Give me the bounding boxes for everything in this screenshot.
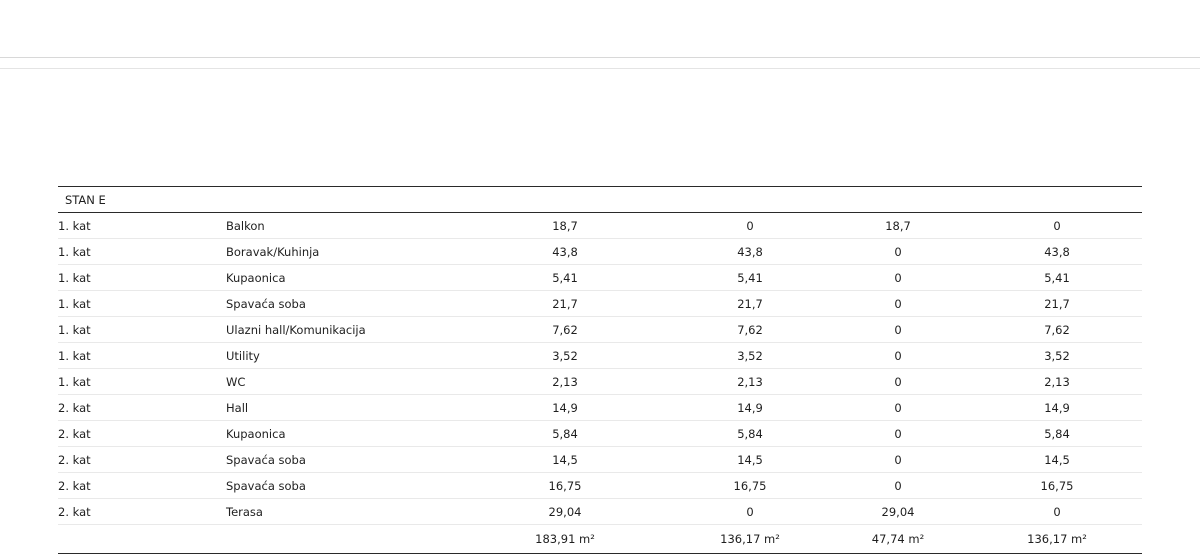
cell-floor: 2. kat bbox=[58, 499, 226, 525]
cell-total-area: 29,04 bbox=[454, 499, 676, 525]
cell-closed-area: 14,9 bbox=[676, 395, 824, 421]
totals-label-spacer-2 bbox=[226, 525, 454, 554]
cell-net-area: 14,5 bbox=[972, 447, 1142, 473]
cell-open-area: 0 bbox=[824, 369, 972, 395]
cell-open-area: 0 bbox=[824, 291, 972, 317]
cell-closed-area: 43,8 bbox=[676, 239, 824, 265]
cell-net-area: 5,41 bbox=[972, 265, 1142, 291]
cell-open-area: 0 bbox=[824, 447, 972, 473]
cell-open-area: 0 bbox=[824, 395, 972, 421]
cell-net-area: 0 bbox=[972, 213, 1142, 239]
cell-total-area: 14,9 bbox=[454, 395, 676, 421]
cell-net-area: 0 bbox=[972, 499, 1142, 525]
total-open-area: 47,74 m² bbox=[824, 525, 972, 554]
cell-floor: 1. kat bbox=[58, 213, 226, 239]
cell-floor: 2. kat bbox=[58, 421, 226, 447]
cell-total-area: 3,52 bbox=[454, 343, 676, 369]
table-row bbox=[58, 499, 1142, 525]
table-row bbox=[58, 421, 1142, 447]
cell-total-area: 18,7 bbox=[454, 213, 676, 239]
cell-floor: 2. kat bbox=[58, 473, 226, 499]
table-row bbox=[58, 343, 1142, 369]
cell-total-area: 5,84 bbox=[454, 421, 676, 447]
area-schedule-table bbox=[58, 186, 1142, 554]
cell-closed-area: 3,52 bbox=[676, 343, 824, 369]
total-net-area: 136,17 m² bbox=[972, 525, 1142, 554]
cell-floor: 1. kat bbox=[58, 291, 226, 317]
cell-room: Ulazni hall/Komunikacija bbox=[226, 317, 454, 343]
cell-total-area: 2,13 bbox=[454, 369, 676, 395]
cell-total-area: 16,75 bbox=[454, 473, 676, 499]
cell-floor: 1. kat bbox=[58, 369, 226, 395]
table-row bbox=[58, 447, 1142, 473]
table-row bbox=[58, 265, 1142, 291]
cell-room: Kupaonica bbox=[226, 265, 454, 291]
cell-closed-area: 5,84 bbox=[676, 421, 824, 447]
cell-room: Balkon bbox=[226, 213, 454, 239]
table-row bbox=[58, 239, 1142, 265]
table-row bbox=[58, 317, 1142, 343]
cell-room: Spavaća soba bbox=[226, 291, 454, 317]
cell-closed-area: 2,13 bbox=[676, 369, 824, 395]
table bbox=[58, 186, 1142, 554]
cell-net-area: 3,52 bbox=[972, 343, 1142, 369]
cell-open-area: 0 bbox=[824, 343, 972, 369]
table-row bbox=[58, 369, 1142, 395]
total-closed-area: 136,17 m² bbox=[676, 525, 824, 554]
cell-floor: 1. kat bbox=[58, 265, 226, 291]
totals-row bbox=[58, 525, 1142, 554]
cell-floor: 1. kat bbox=[58, 343, 226, 369]
cell-net-area: 5,84 bbox=[972, 421, 1142, 447]
cell-room: Boravak/Kuhinja bbox=[226, 239, 454, 265]
cell-open-area: 0 bbox=[824, 317, 972, 343]
cell-floor: 2. kat bbox=[58, 395, 226, 421]
cell-closed-area: 7,62 bbox=[676, 317, 824, 343]
cell-net-area: 21,7 bbox=[972, 291, 1142, 317]
section-header-row bbox=[58, 187, 1142, 213]
cell-open-area: 0 bbox=[824, 265, 972, 291]
cell-closed-area: 0 bbox=[676, 213, 824, 239]
cell-net-area: 16,75 bbox=[972, 473, 1142, 499]
cell-open-area: 0 bbox=[824, 421, 972, 447]
total-total-area: 183,91 m² bbox=[454, 525, 676, 554]
cell-floor: 1. kat bbox=[58, 239, 226, 265]
cell-floor: 1. kat bbox=[58, 317, 226, 343]
table-row bbox=[58, 291, 1142, 317]
section-title: STAN E bbox=[58, 187, 1142, 213]
cell-room: Terasa bbox=[226, 499, 454, 525]
cell-net-area: 2,13 bbox=[972, 369, 1142, 395]
cell-closed-area: 14,5 bbox=[676, 447, 824, 473]
cell-room: Utility bbox=[226, 343, 454, 369]
cell-closed-area: 16,75 bbox=[676, 473, 824, 499]
table-row bbox=[58, 473, 1142, 499]
cell-closed-area: 5,41 bbox=[676, 265, 824, 291]
cell-net-area: 7,62 bbox=[972, 317, 1142, 343]
totals-label-spacer bbox=[58, 525, 226, 554]
cell-total-area: 21,7 bbox=[454, 291, 676, 317]
cell-total-area: 7,62 bbox=[454, 317, 676, 343]
cell-total-area: 5,41 bbox=[454, 265, 676, 291]
cell-total-area: 43,8 bbox=[454, 239, 676, 265]
cell-room: Kupaonica bbox=[226, 421, 454, 447]
header-divider-secondary bbox=[0, 68, 1200, 69]
cell-room: WC bbox=[226, 369, 454, 395]
cell-floor: 2. kat bbox=[58, 447, 226, 473]
header-divider bbox=[0, 57, 1200, 58]
cell-net-area: 14,9 bbox=[972, 395, 1142, 421]
cell-room: Spavaća soba bbox=[226, 473, 454, 499]
cell-net-area: 43,8 bbox=[972, 239, 1142, 265]
cell-open-area: 29,04 bbox=[824, 499, 972, 525]
cell-total-area: 14,5 bbox=[454, 447, 676, 473]
cell-open-area: 0 bbox=[824, 239, 972, 265]
cell-room: Spavaća soba bbox=[226, 447, 454, 473]
table-row bbox=[58, 213, 1142, 239]
cell-closed-area: 0 bbox=[676, 499, 824, 525]
cell-open-area: 0 bbox=[824, 473, 972, 499]
cell-room: Hall bbox=[226, 395, 454, 421]
cell-open-area: 18,7 bbox=[824, 213, 972, 239]
table-row bbox=[58, 395, 1142, 421]
cell-closed-area: 21,7 bbox=[676, 291, 824, 317]
